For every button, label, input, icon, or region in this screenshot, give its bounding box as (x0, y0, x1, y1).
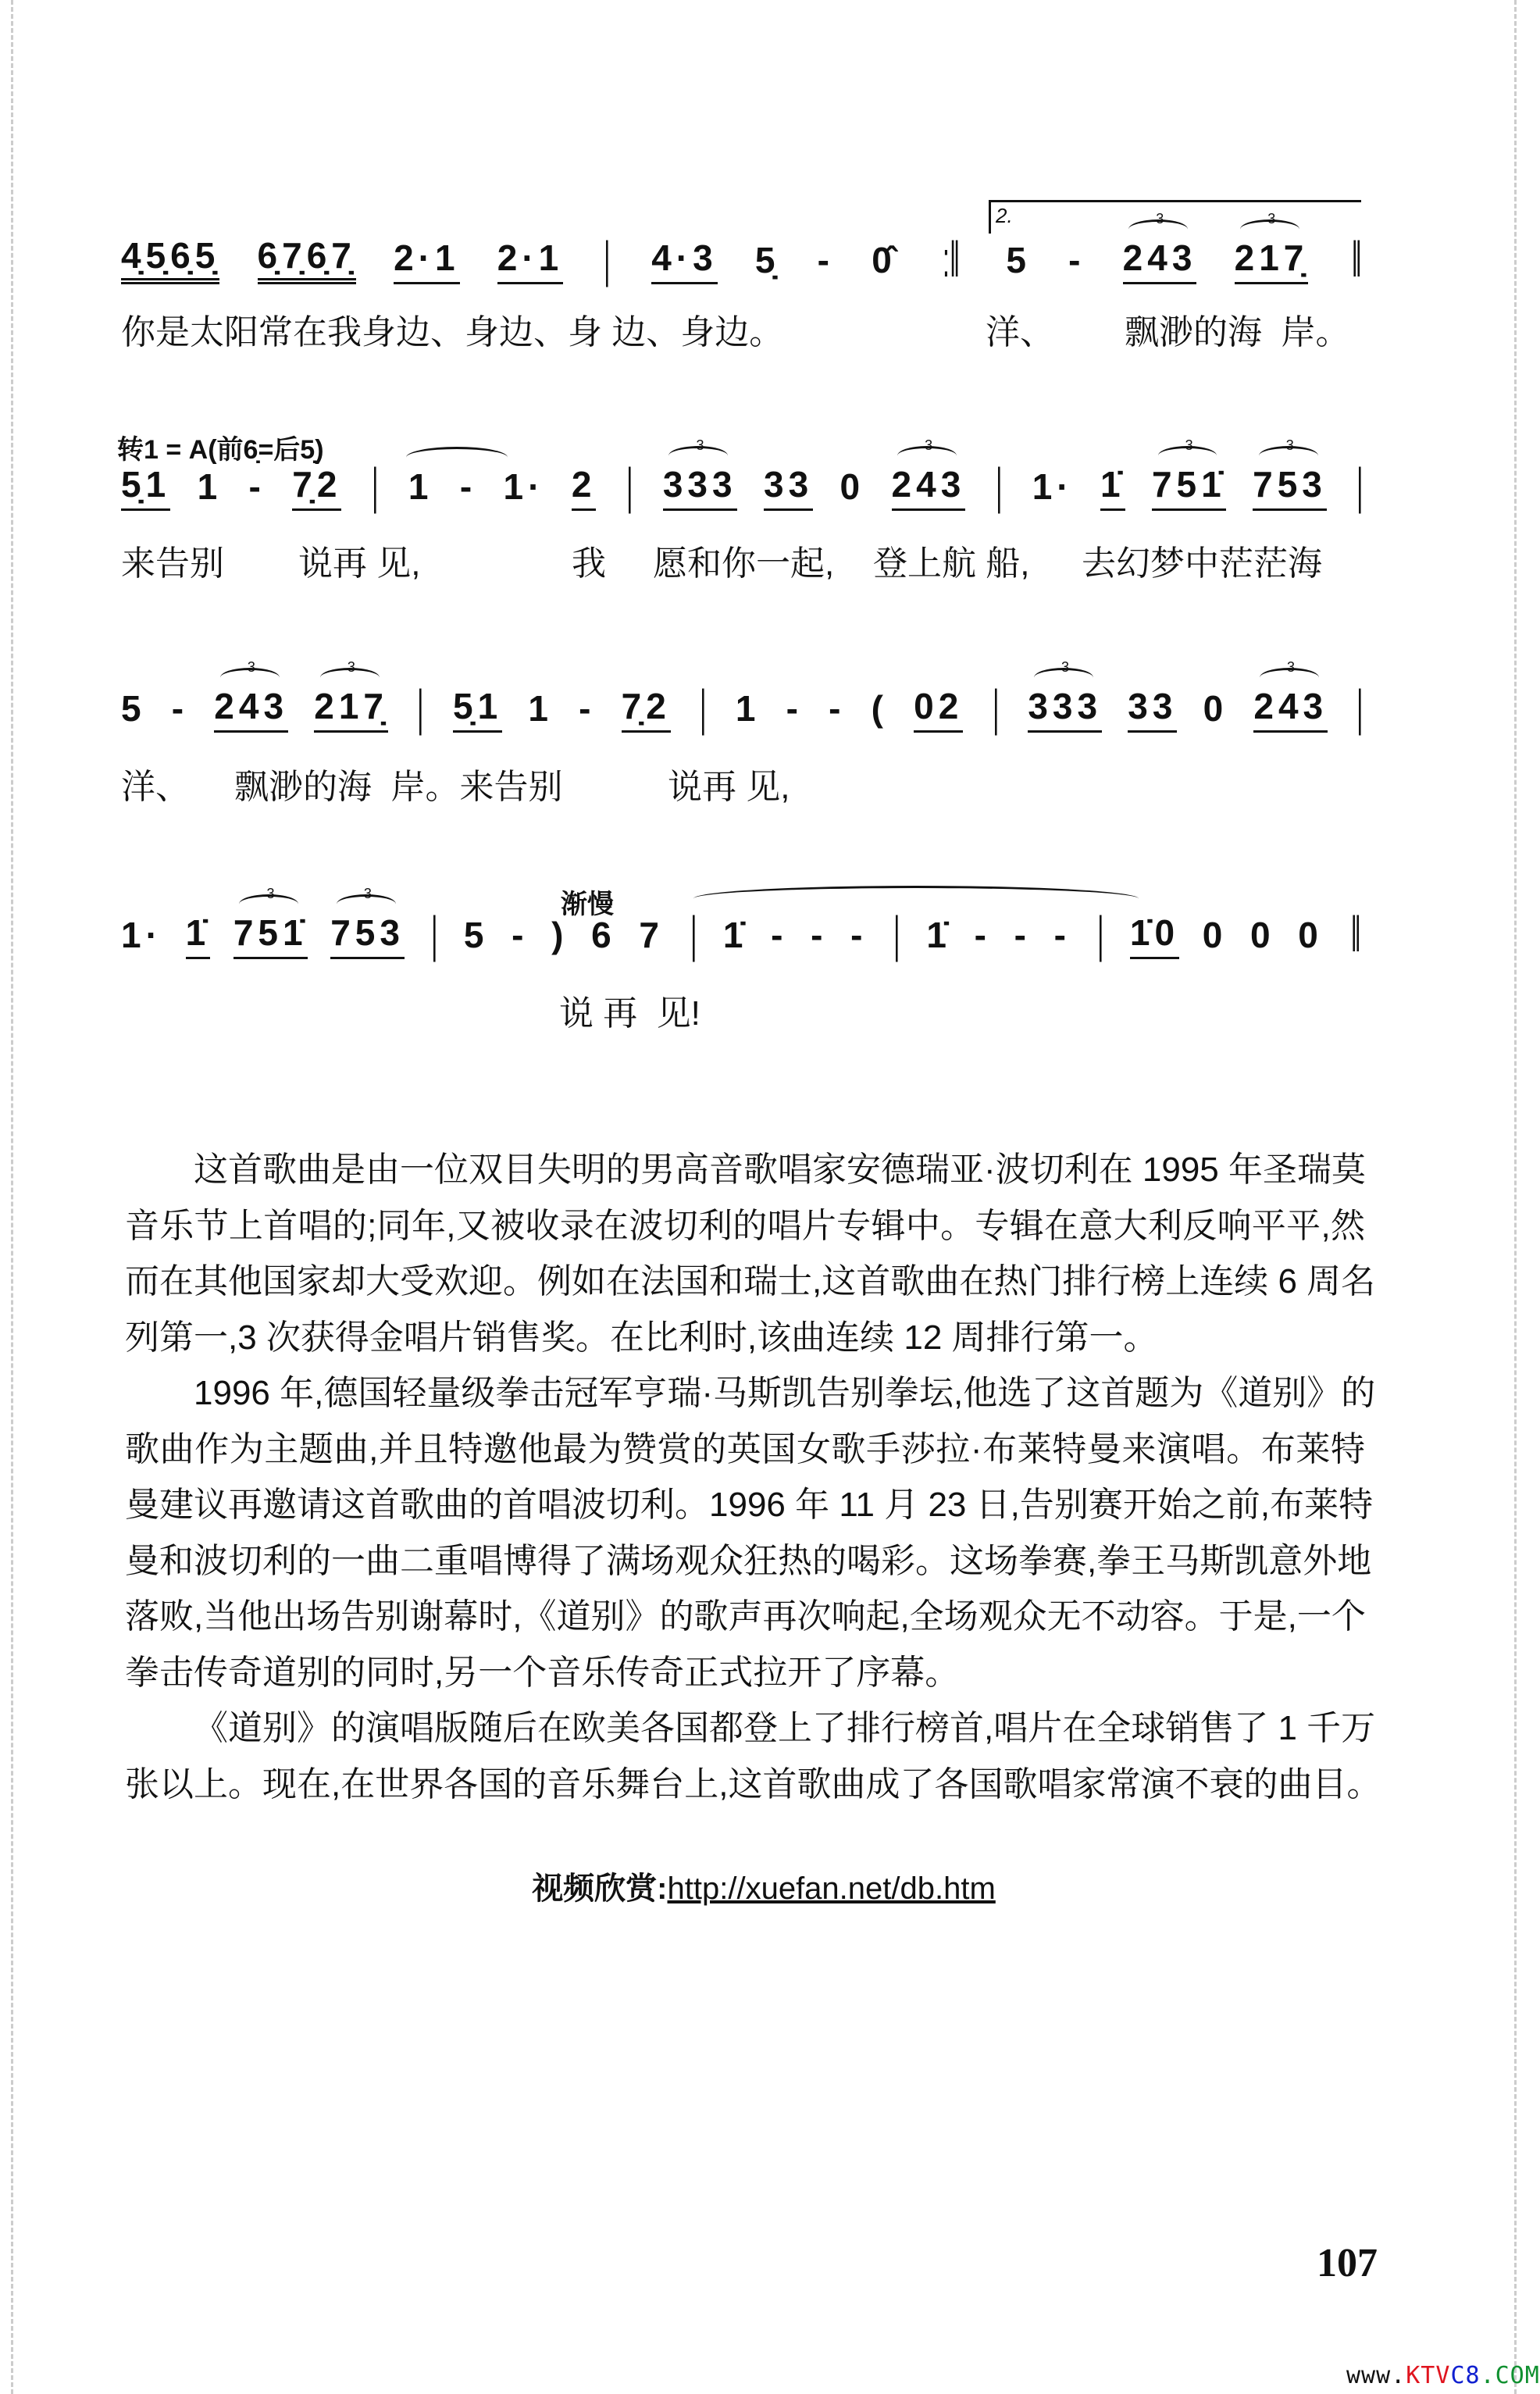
note-group: 4̣5̣6̣5̣ (121, 237, 219, 284)
triplet-group: 217̣ 3 (1235, 240, 1309, 284)
margin-dashed-line-right (1514, 0, 1517, 2394)
note-group: - (579, 688, 596, 729)
bar-line: :‖ (943, 231, 961, 287)
note-group: - (771, 915, 788, 955)
watermark-logo: www.KTVC8.COM (1346, 2362, 1540, 2389)
lyric-segment: 说再 见, (298, 544, 421, 583)
bar-line: | (992, 680, 999, 736)
bar-line: | (1096, 906, 1104, 962)
paragraph-line: 曼建议再邀请这首歌曲的首唱波切利。1996 年 11 月 23 日,告别赛开始之前,布莱特 (125, 1486, 1374, 1524)
note-group: ( (871, 688, 888, 729)
triplet-group: 333 3 (663, 466, 737, 511)
paragraph-line: 拳击传奇道别的同时,另一个音乐传奇正式拉开了序幕。 (125, 1653, 960, 1692)
triplet-group: 243 3 (892, 466, 966, 511)
note-group: 1̇ (1100, 466, 1125, 511)
slur-arc (693, 886, 1139, 912)
note-group: 5 (463, 915, 489, 955)
note-group: 1· (1032, 466, 1074, 507)
bar-line: | (1356, 680, 1364, 736)
triplet-group: 753 3 (1253, 466, 1327, 511)
note-group: 0 (1298, 915, 1323, 955)
note-group: - (248, 466, 266, 507)
bar-line: | (604, 231, 611, 287)
note-group: 1 (197, 466, 223, 507)
bar-line: | (371, 458, 379, 514)
note-group: 33 (1128, 688, 1177, 733)
bar-line: | (995, 458, 1003, 514)
lyric-segment: 飘渺的海 岸。来告别 (234, 768, 563, 806)
bar-line: | (626, 458, 633, 514)
note-group: 0 (1249, 915, 1275, 955)
lyric-segment: 登上航 船, (873, 544, 1030, 583)
note-group: 5̣ (754, 240, 780, 280)
triplet-group: 751̇ 3 (1152, 466, 1226, 511)
score-line (121, 680, 1367, 736)
note-group: - (1014, 915, 1031, 955)
note-group: 0 (840, 466, 865, 507)
note-group: 1· (121, 915, 162, 955)
bar-line: | (417, 680, 424, 736)
note-group: - (829, 688, 846, 729)
note-group: 6̣7̣6̣7̣ (258, 237, 356, 284)
article-text (125, 1142, 1381, 1812)
lyric-segment: 去幻梦中茫茫海 (1082, 544, 1322, 583)
note-group: 1̇ (186, 915, 211, 959)
note-group: 6 (591, 915, 616, 955)
triplet-group: 753 3 (330, 915, 405, 959)
note-group: 33 (764, 466, 813, 511)
note-group: 4·3 (651, 240, 717, 284)
triplet-group: 751̇ 3 (233, 915, 308, 959)
triplet-group: 243 3 (1253, 688, 1328, 733)
paragraph-line: 曼和波切利的一曲二重唱博得了满场观众狂热的喝彩。这场拳赛,拳王马斯凯意外地 (125, 1541, 1372, 1580)
note-group: 5̣1 (453, 688, 502, 733)
lyric-segment: 洋、 (986, 313, 1054, 351)
note-group: ) (551, 915, 569, 955)
paragraph-line: 张以上。现在,在世界各国的音乐舞台上,这首歌曲成了各国歌唱家常演不衰的曲目。 (125, 1764, 1381, 1804)
note-group: 5 (1006, 240, 1031, 280)
lyric-segment: 来告别 (121, 544, 224, 583)
margin-dashed-line-left (11, 0, 13, 2394)
paragraph-line: 而在其他国家却大受欢迎。例如在法国和瑞士,这首歌曲在热门排行榜上连续 6 周名 (125, 1262, 1376, 1300)
lyric-segment: 洋、 (121, 768, 190, 806)
note-group: - (817, 240, 834, 280)
paragraph-line: 音乐节上首唱的;同年,又被收录在波切利的唱片专辑中。专辑在意大利反响平平,然 (125, 1206, 1365, 1245)
note-group: 1̇0 (1130, 915, 1179, 959)
video-link-line (0, 1864, 1528, 1908)
note-group: - (512, 915, 529, 955)
note-group: 2·1 (394, 240, 459, 284)
paragraph-line: 这首歌曲是由一位双目失明的男高音歌唱家安德瑞亚·波切利在 1995 年圣瑞莫 (194, 1151, 1366, 1189)
score-line (121, 231, 1367, 287)
paragraph-line: 歌曲作为主题曲,并且特邀他最为赞赏的英国女歌手莎拉·布莱特曼来演唱。布莱特 (125, 1429, 1365, 1468)
note-group: 1· (503, 466, 545, 507)
note-group: - (850, 915, 868, 955)
page-number: 107 (1317, 2241, 1378, 2285)
note-group: - (1068, 240, 1085, 280)
paragraph-line: 《道别》的演唱版随后在欧美各国都登上了排行榜首,唱片在全球销售了 1 千万 (194, 1709, 1376, 1747)
note-group: 02 (914, 688, 963, 733)
bar-line: | (690, 906, 697, 962)
bar-line: | (430, 906, 438, 962)
bar-line: | (1356, 458, 1364, 514)
lyric-segment: 你是太阳常在我身边、身边、身 边、身边。 (121, 313, 784, 351)
triplet-group: 243 3 (1123, 240, 1197, 284)
note-group: - (974, 915, 991, 955)
note-group: 1̇ (926, 915, 951, 955)
video-link[interactable]: http://xuefan.net/db.htm (667, 1871, 996, 1906)
paragraph-line: 落败,当他出场告别谢幕时,《道别》的歌声再次响起,全场观众无不动容。于是,一个 (125, 1597, 1366, 1636)
bar-line: ‖ (1351, 906, 1362, 962)
bar-line: | (700, 680, 707, 736)
paragraph-line: 1996 年,德国轻量级拳击冠军亨瑞·马斯凯告别拳坛,他选了这首题为《道别》的 (194, 1374, 1376, 1412)
bar-line: ‖ (1351, 231, 1362, 287)
note-group: - (786, 688, 803, 729)
note-group: - (459, 466, 477, 507)
note-group: 1 (528, 688, 553, 729)
lyric-segment: 飘渺的海 岸。 (1125, 313, 1350, 351)
triplet-group: 217̣ 3 (314, 688, 388, 733)
note-group: 2·1 (497, 240, 563, 284)
lyric-segment: 我 (572, 544, 606, 583)
score-line (121, 906, 1367, 962)
note-group: 5 (121, 688, 146, 729)
triplet-group: 333 3 (1028, 688, 1102, 733)
lyric-segment: 说再 见, (668, 768, 790, 806)
video-label: 视频欣赏: (532, 1871, 668, 1906)
bar-line: | (893, 906, 900, 962)
lyric-segment: 说 再 见! (559, 994, 700, 1033)
note-group: - (171, 688, 189, 729)
note-group: 0̂ (872, 240, 897, 280)
triplet-group: 243 3 (214, 688, 288, 733)
tempo-mark: 渐慢 (561, 890, 614, 919)
paragraph-line: 列第一,3 次获得金唱片销售奖。在比利时,该曲连续 12 周排行第一。 (125, 1318, 1158, 1357)
note-group: 1̇ (722, 915, 748, 955)
note-group: 0 (1203, 688, 1228, 729)
note-group: - (811, 915, 828, 955)
note-group: - (1053, 915, 1071, 955)
note-group: 5̣1 (121, 466, 170, 511)
score-line (121, 458, 1367, 514)
note-group: 1 (408, 466, 433, 507)
note-group: 7̣2 (622, 688, 671, 733)
note-group: 1 (735, 688, 761, 729)
volta-label: 2. (996, 204, 1013, 227)
note-group: 7 (639, 915, 664, 955)
lyric-segment: 愿和你一起, (653, 544, 835, 583)
note-group: 2 (572, 466, 597, 511)
note-group: 0 (1202, 915, 1228, 955)
note-group: 7̣2 (292, 466, 341, 511)
key-change-mark: 转1 = A(前6̣=后5̣) (117, 435, 324, 465)
